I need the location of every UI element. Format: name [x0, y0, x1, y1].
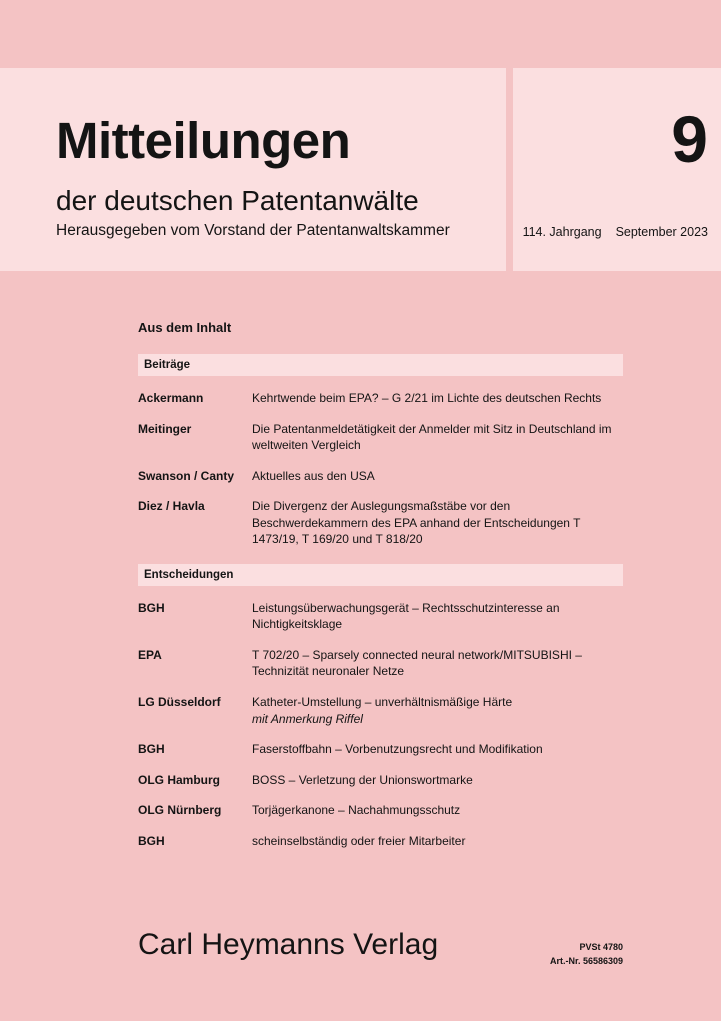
list-item[interactable]: [138, 772, 623, 789]
list-item[interactable]: [138, 600, 623, 633]
section-header-entscheidungen: Entscheidungen: [138, 564, 623, 586]
list-item[interactable]: [138, 647, 623, 680]
list-item[interactable]: [138, 802, 623, 819]
entry-author: Ackermann: [138, 391, 204, 405]
entry-author: LG Düsseldorf: [138, 695, 221, 710]
entry-description: BOSS – Verletzung der Unionswortmarke: [252, 772, 473, 787]
masthead: [0, 68, 721, 271]
entry-author: BGH: [138, 742, 165, 757]
journal-publisher-line: Herausgegeben vom Vorstand der Patentanwaltskammer: [56, 222, 450, 239]
list-item[interactable]: [138, 468, 623, 485]
entry-description: Aktuelles aus den USA: [252, 468, 375, 483]
entry-author: EPA: [138, 647, 162, 662]
publisher-name: Carl Heymanns Verlag: [138, 928, 439, 961]
entry-author: Swanson / Canty: [138, 468, 235, 483]
list-item[interactable]: [138, 498, 623, 548]
list-item[interactable]: [138, 741, 623, 758]
list-item[interactable]: [138, 390, 623, 407]
footer-codes: [480, 941, 623, 968]
entry-author: Meitinger: [138, 421, 192, 436]
art-nr-code: Art.-Nr. 56586309: [549, 955, 623, 966]
table-of-contents: [138, 320, 623, 863]
entry-description: Faserstoffbahn – Vorbenutzungsrecht und Modifikation: [252, 742, 543, 757]
issue-meta: [513, 225, 708, 239]
entry-description: Die Divergenz der Auslegungsmaßstäbe vor den Beschwerdekammern des EPA anhand der Entscheidungen T 1473/19, T 169/20 und T 818/20: [252, 499, 581, 547]
entry-author: BGH: [138, 600, 165, 615]
issue-volume: 114. Jahrgang: [522, 225, 602, 239]
pvst-code: PVSt 4780: [579, 942, 623, 952]
masthead-left-panel: [0, 68, 506, 271]
entry-author: BGH: [138, 833, 165, 848]
entry-description: Die Patentanmeldetätigkeit der Anmelder mit Sitz in Deutschland im weltweiten Vergleich: [252, 421, 612, 453]
entry-description: Kehrtwende beim EPA? – G 2/21 im Lichte des deutschen Rechts: [252, 391, 602, 405]
entry-author: OLG Hamburg: [138, 772, 221, 787]
list-item[interactable]: [138, 694, 623, 727]
entry-description: scheinselbständig oder freier Mitarbeiter: [252, 833, 466, 848]
entry-description: [252, 694, 623, 727]
issue-date: September 2023: [615, 225, 708, 239]
journal-title: Mitteilungen: [56, 112, 351, 169]
list-item[interactable]: [138, 833, 623, 850]
section-header-beitraege: Beiträge: [138, 354, 623, 376]
entry-note: mit Anmerkung Riffel: [252, 711, 363, 726]
entry-description: Leistungsüberwachungsgerät – Rechtsschutzinteresse an Nichtigkeitsklage: [252, 600, 560, 632]
journal-subtitle: der deutschen Patentanwälte: [56, 185, 419, 216]
entry-author: Diez / Havla: [138, 499, 205, 514]
entry-description-text: Katheter-Umstellung – unverhältnismäßige Härte: [252, 695, 513, 710]
entry-author: OLG Nürnberg: [138, 803, 222, 818]
contents-heading: Aus dem Inhalt: [138, 320, 232, 335]
entry-description: Torjägerkanone – Nachahmungsschutz: [252, 803, 461, 818]
entry-description: T 702/20 – Sparsely connected neural network/MITSUBISHI – Technizität neuronaler Netze: [252, 647, 582, 679]
list-item[interactable]: [138, 421, 623, 454]
issue-number: 9: [671, 102, 708, 176]
